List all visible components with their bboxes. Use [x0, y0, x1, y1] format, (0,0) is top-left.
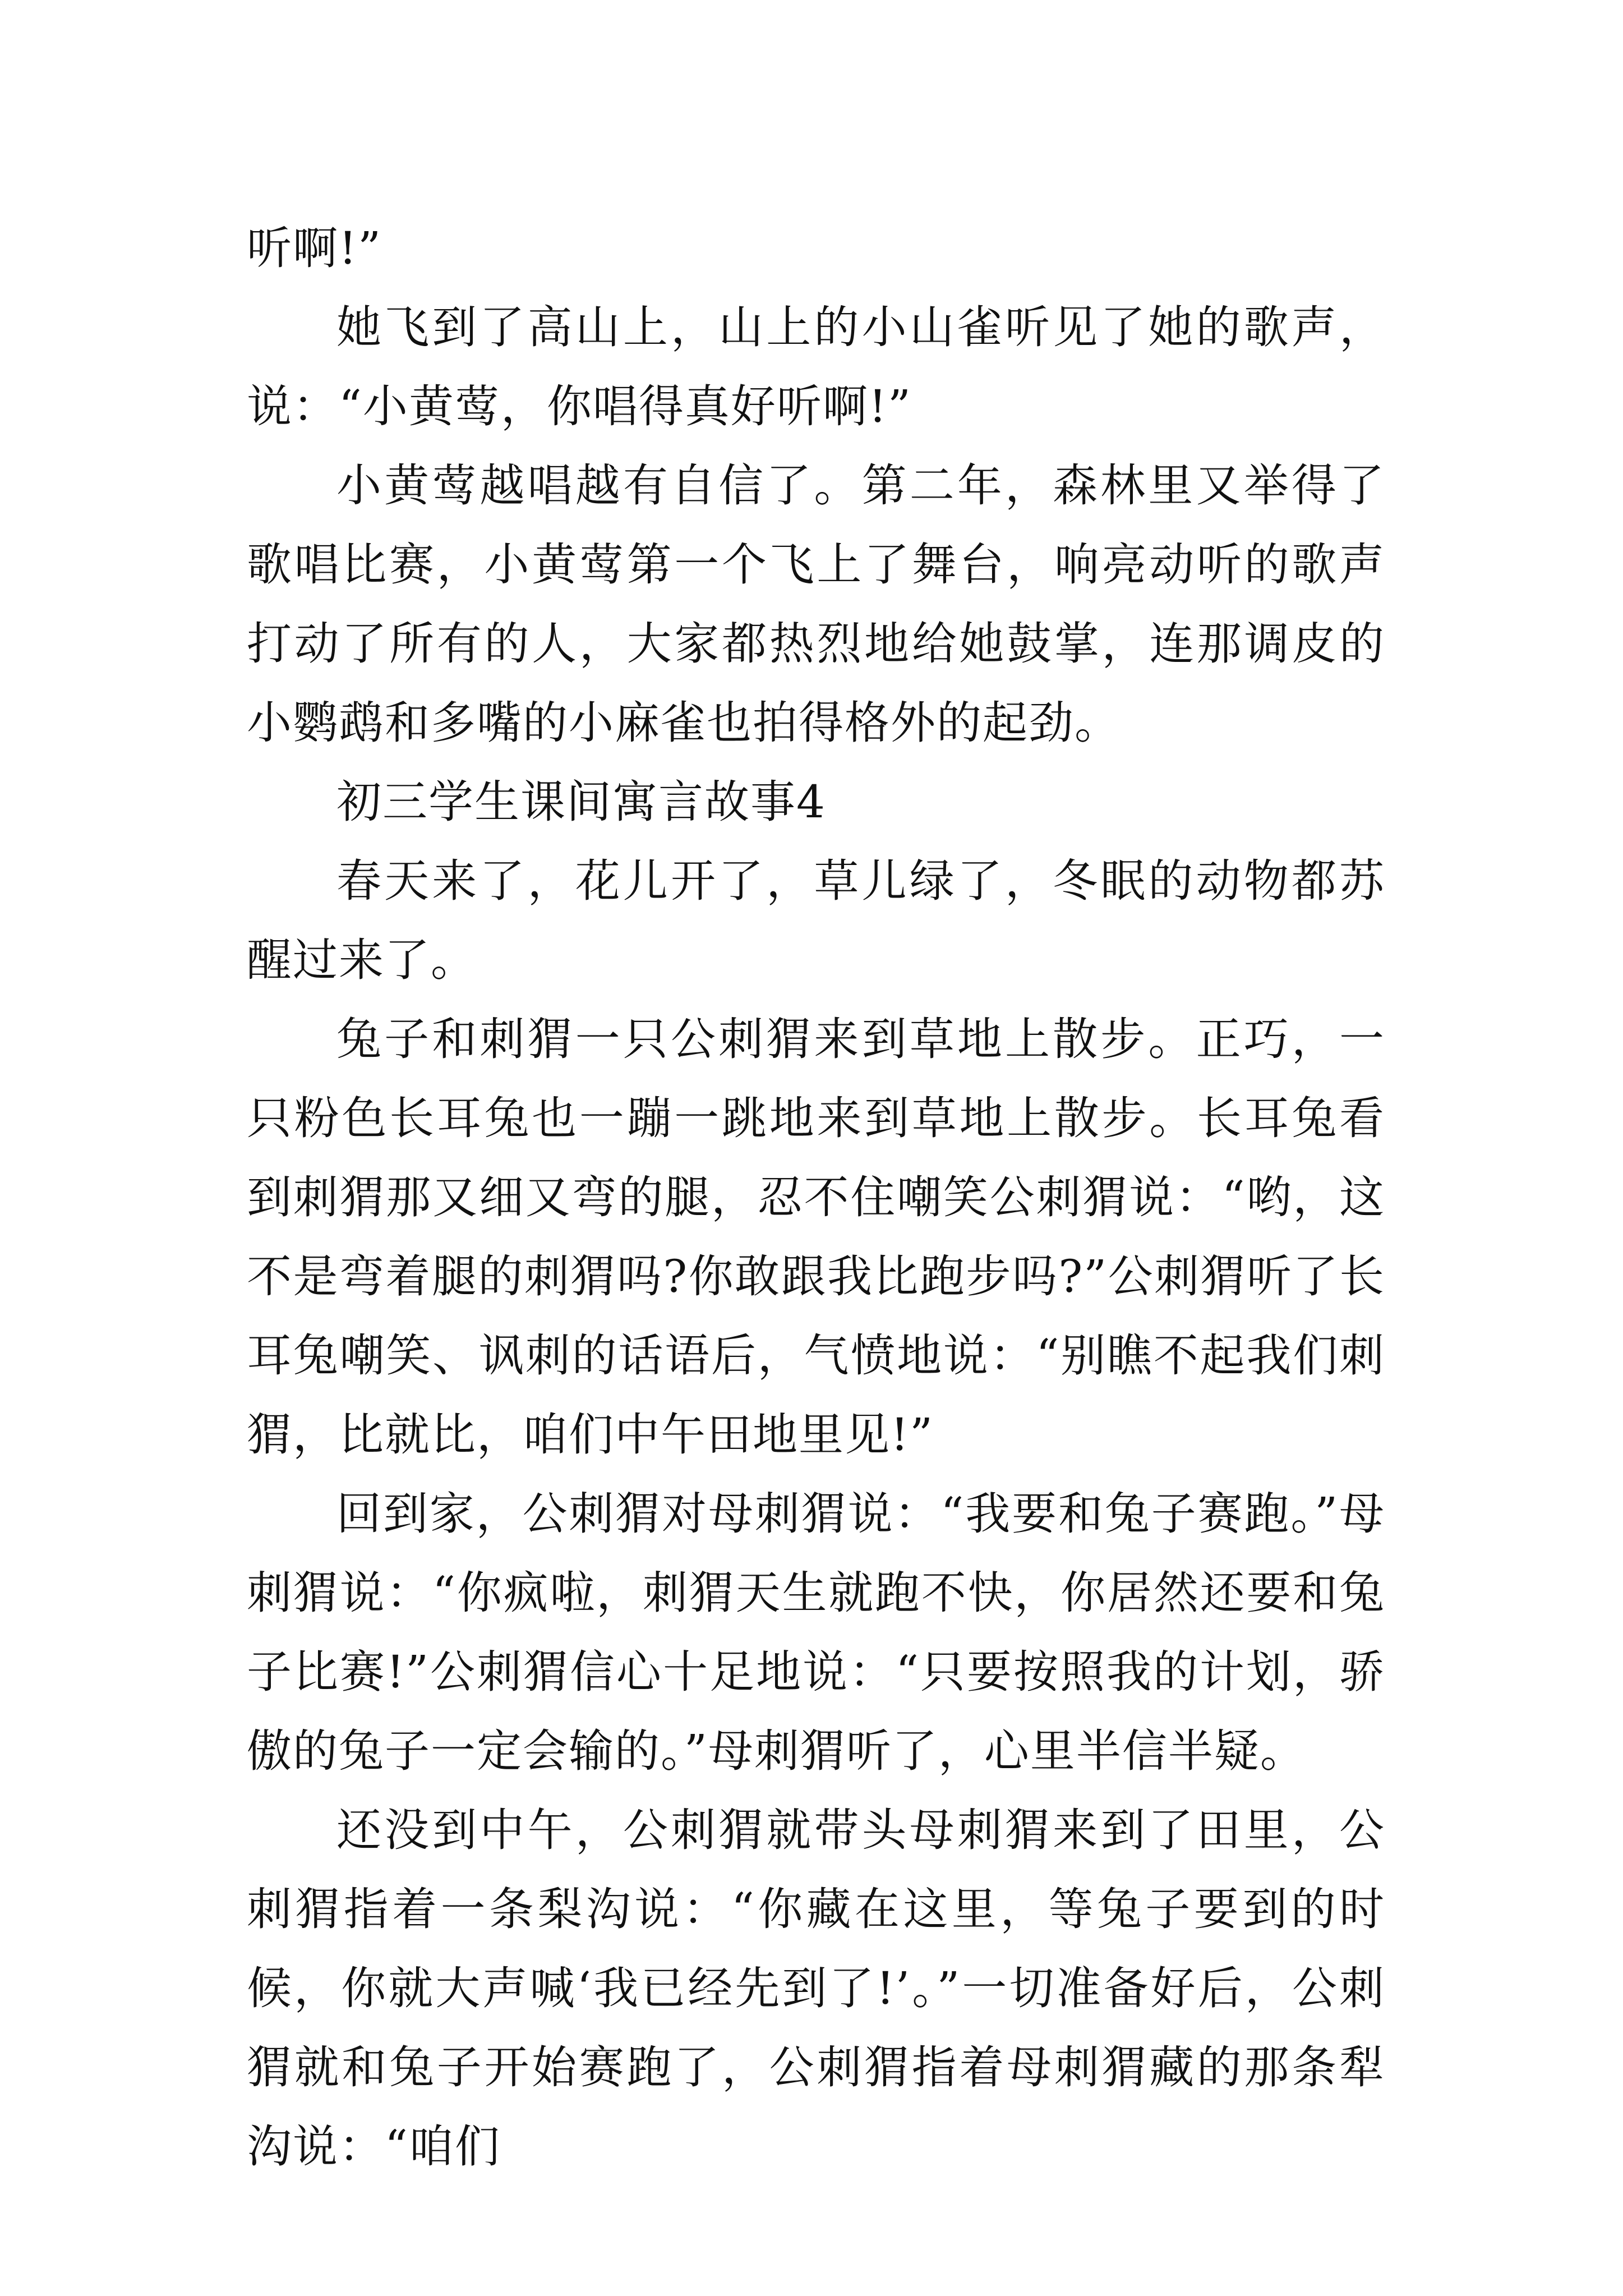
paragraph-3: 小黄莺越唱越有自信了。第二年，森林里又举得了歌唱比赛，小黄莺第一个飞上了舞台，响亮动听的歌声打动了所有的人，大家都热烈地给她鼓掌，连那调皮的小鹦鹉和多嘴的小麻雀也拍得格外的起劲。	[247, 459, 1385, 749]
paragraph-1: 听啊!”	[247, 222, 382, 274]
paragraph-4: 春天来了，花儿开了，草儿绿了，冬眠的动物都苏醒过来了。	[247, 855, 1385, 986]
paragraph-6: 回到家，公刺猬对母刺猬说：“我要和兔子赛跑。”母刺猬说：“你疯啦，刺猬天生就跑不快，你居然还要和兔子比赛!”公刺猬信心十足地说：“只要按照我的计划，骄傲的兔子一定会输的。”母刺猬听了，心里半信半疑。	[247, 1488, 1385, 1777]
paragraph-7: 还没到中午，公刺猬就带头母刺猬来到了田里，公刺猬指着一条梨沟说：“你藏在这里，等兔子要到的时候，你就大声喊‘我已经先到了!’。”一切准备好后，公刺猬就和兔子开始赛跑了，公刺猬指着母刺猬藏的那条犁沟说：“咱们	[247, 1804, 1385, 2173]
paragraph-5: 兔子和刺猬一只公刺猬来到草地上散步。正巧，一只粉色长耳兔也一蹦一跳地来到草地上散步。长耳兔看到刺猬那又细又弯的腿，忍不住嘲笑公刺猬说：“哟，这不是弯着腿的刺猬吗?你敢跟我比跑步吗?”公刺猬听了长耳兔嘲笑、讽刺的话语后，气愤地说：“别瞧不起我们刺猬，比就比，咱们中午田地里见!”	[247, 1013, 1385, 1461]
section-heading: 初三学生课间寓言故事4	[336, 776, 826, 828]
document-body	[247, 209, 1385, 2186]
paragraph-2: 她飞到了高山上，山上的小山雀听见了她的歌声，说：“小黄莺，你唱得真好听啊!”	[247, 301, 1385, 432]
